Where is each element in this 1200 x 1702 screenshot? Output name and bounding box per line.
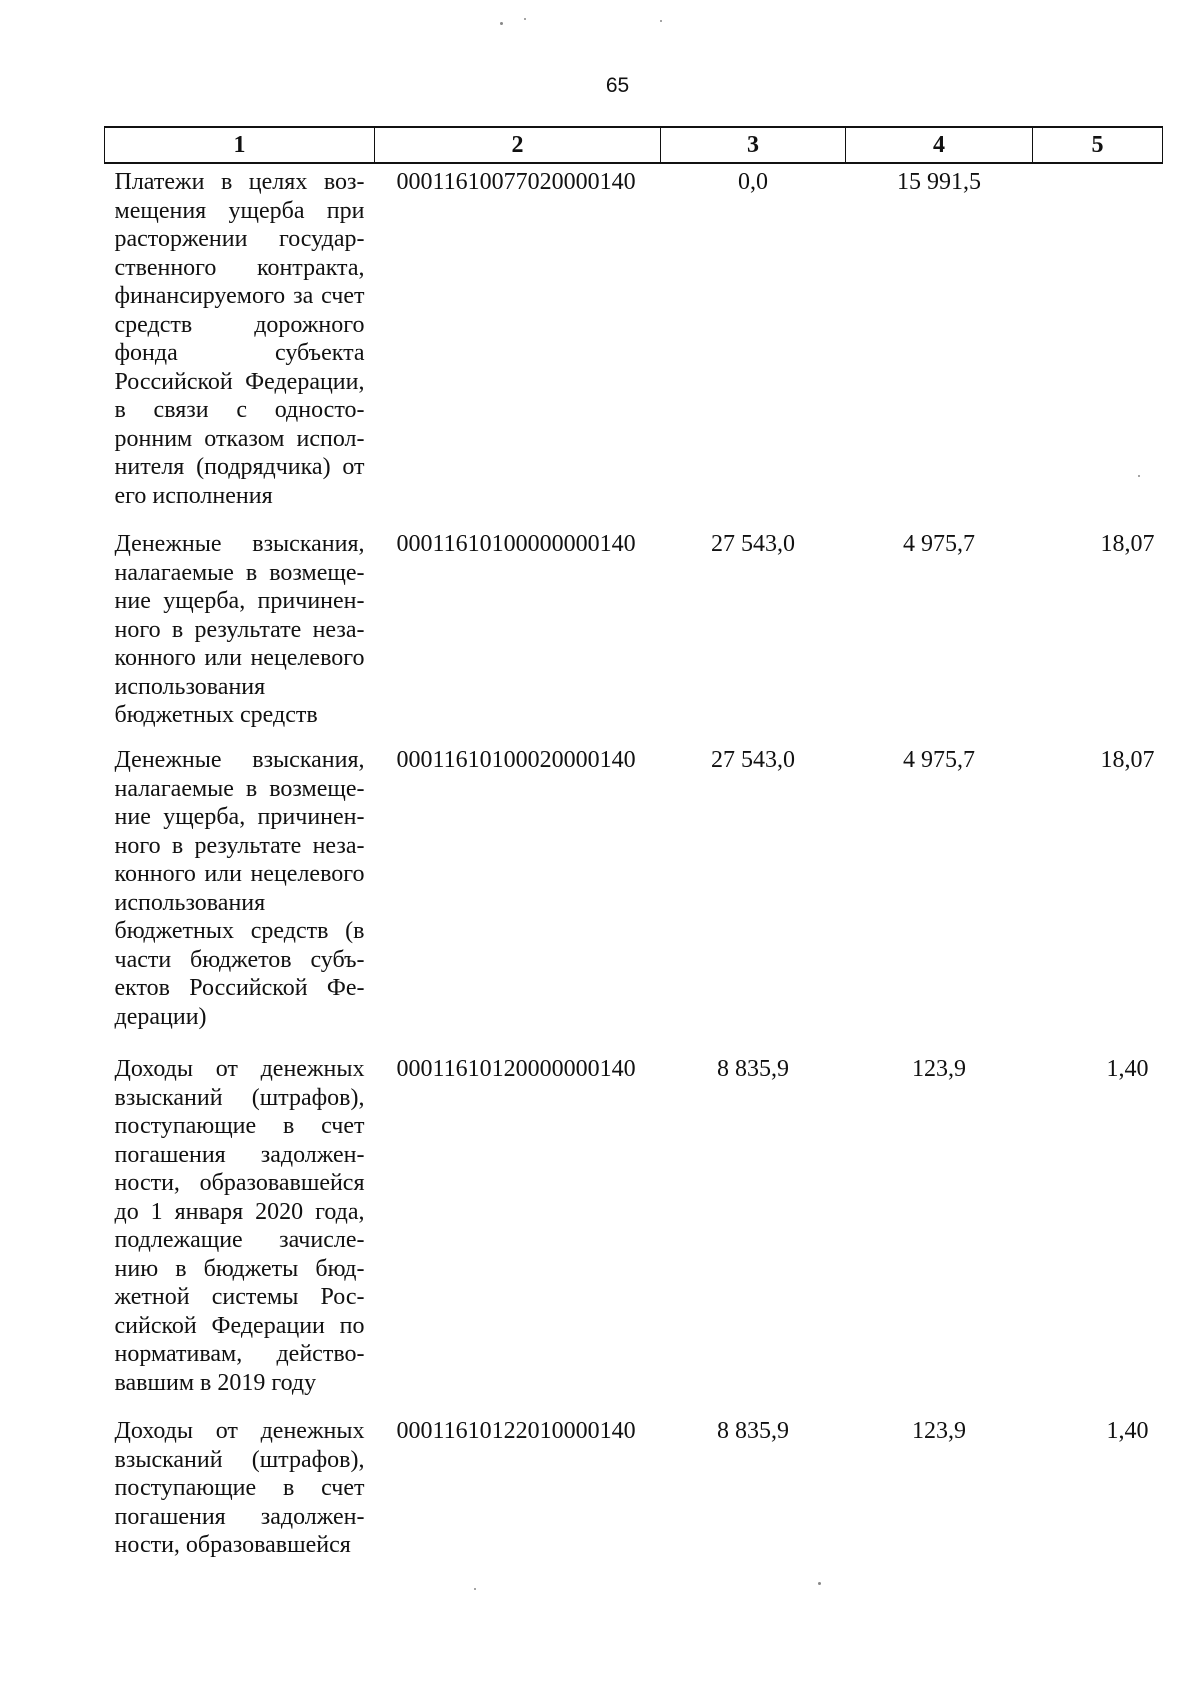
column-header-4: 4 xyxy=(846,127,1033,163)
scan-speck xyxy=(818,1582,821,1585)
row-value-col5 xyxy=(1033,163,1163,526)
page-number: 65 xyxy=(605,74,630,97)
row-value-col4: 15 991,5 xyxy=(897,169,981,195)
table-row xyxy=(105,163,1163,526)
row-code: 00011610077020000140 xyxy=(396,169,636,195)
row-code: 00011610120000000140 xyxy=(396,1056,636,1082)
scan-speck xyxy=(474,1588,476,1590)
row-value-col5: 1,40 xyxy=(1106,1056,1149,1082)
row-value-col3: 0,0 xyxy=(738,169,768,195)
row-value-col3: 8 835,9 xyxy=(717,1056,789,1082)
row-value-col5: 18,07 xyxy=(1100,747,1155,773)
scan-speck xyxy=(1138,475,1140,477)
row-value-col4: 123,9 xyxy=(912,1056,966,1082)
row-description: Денежные взыскания, налагаемые в возмещение ущерба, причиненного в результате незаконного или нецелевого использования бюджетных средств (в части бюджетов субъектов Российской Федерации) xyxy=(114,747,365,1030)
row-code: 00011610122010000140 xyxy=(396,1418,636,1444)
scan-speck xyxy=(660,20,662,22)
row-value-col4: 123,9 xyxy=(912,1418,966,1444)
row-description: Платежи в целях возмещения ущерба при расторжении государственного контракта, финансируемого за счет средств дорожного фонда субъекта Российской Федерации, в связи с односторонним отказом исполнителя (подрядчика) от его исполнения xyxy=(114,169,365,509)
table-row xyxy=(105,742,1163,1051)
row-value-col4: 4 975,7 xyxy=(903,747,975,773)
column-header-3: 3 xyxy=(661,127,846,163)
table-header-row xyxy=(105,127,1163,163)
row-value-col5: 1,40 xyxy=(1106,1418,1149,1444)
row-code: 00011610100020000140 xyxy=(396,747,636,773)
row-value-col4: 4 975,7 xyxy=(903,531,975,557)
row-description: Доходы от денежных взысканий (штрафов), поступающие в счет погашения задолженности, образовавшейся до 1 января 2020 года, подлежащие зачислению в бюджеты бюджетной системы Российской Федерации по нормативам, действовавшим в 2019 году xyxy=(114,1056,365,1396)
budget-table xyxy=(104,126,1163,1560)
column-header-5: 5 xyxy=(1033,127,1163,163)
row-value-col5: 18,07 xyxy=(1100,531,1155,557)
column-header-2: 2 xyxy=(375,127,661,163)
row-code: 00011610100000000140 xyxy=(396,531,636,557)
column-header-1: 1 xyxy=(105,127,375,163)
scan-speck xyxy=(524,18,526,20)
row-value-col3: 27 543,0 xyxy=(711,747,795,773)
scan-speck xyxy=(500,22,503,25)
table-row xyxy=(105,526,1163,742)
table-row xyxy=(105,1413,1163,1560)
row-value-col3: 8 835,9 xyxy=(717,1418,789,1444)
table-row xyxy=(105,1051,1163,1413)
row-description: Доходы от денежных взысканий (штрафов), поступающие в счет погашения задолженности, образовавшейся xyxy=(114,1418,365,1558)
row-description: Денежные взыскания, налагаемые в возмещение ущерба, причиненного в результате незаконного или нецелевого использования бюджетных средств xyxy=(114,531,365,728)
row-value-col3: 27 543,0 xyxy=(711,531,795,557)
